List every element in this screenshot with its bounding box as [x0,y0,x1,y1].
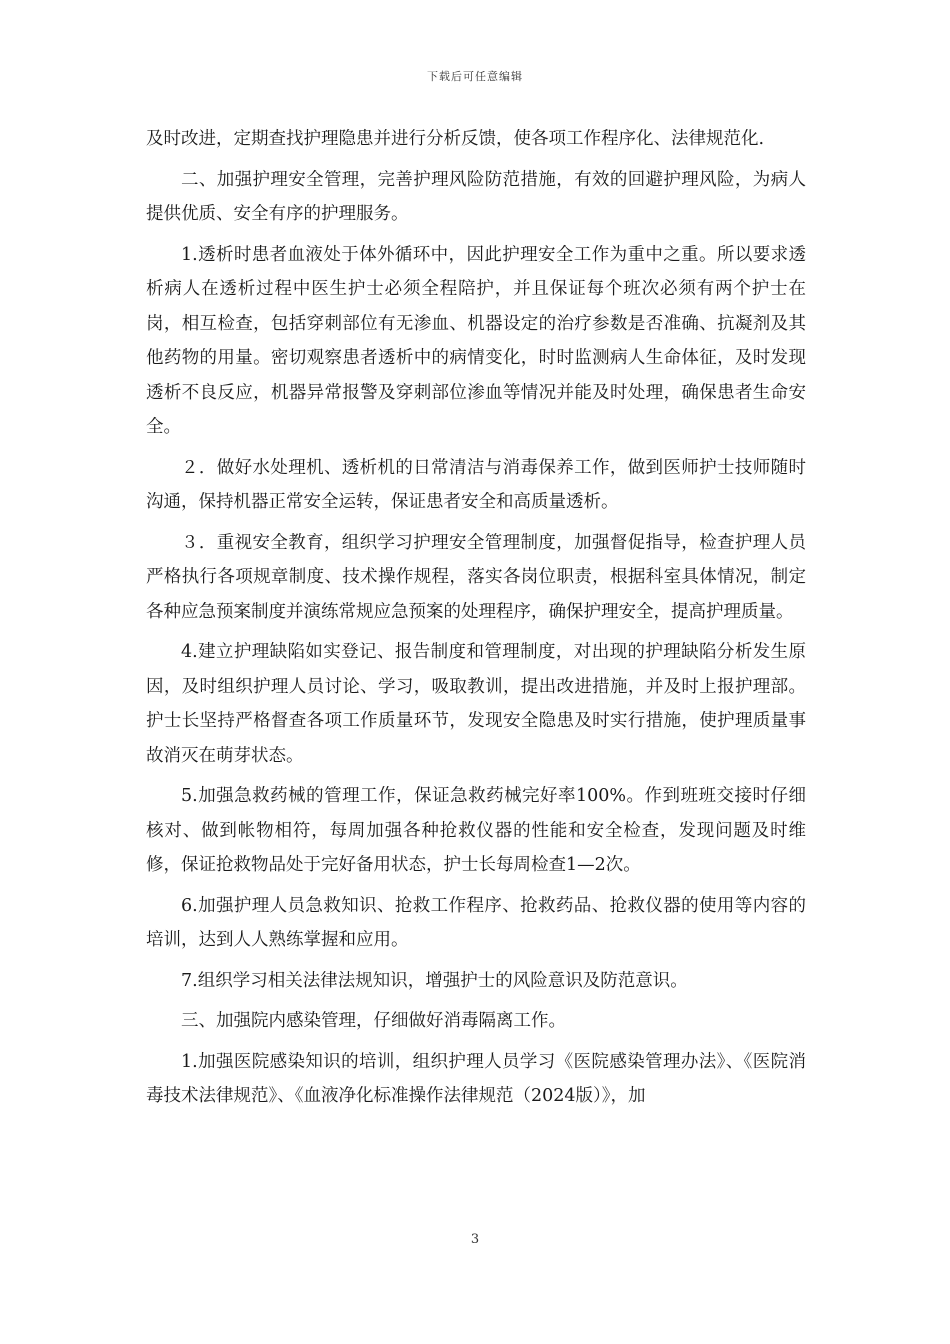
section-heading: 二、加强护理安全管理，完善护理风险防范措施，有效的回避护理风险，为病人提供优质、安全有序的护理服务。 [146,169,806,224]
paragraph: 7.组织学习相关法律法规知识，增强护士的风险意识及防范意识。 [181,970,688,991]
paragraph: 6.加强护理人员急救知识、抢救工作程序、抢救药品、抢救仪器的使用等内容的培训，达到人人熟练掌握和应用。 [146,895,806,950]
paragraph: 4.建立护理缺陷如实登记、报告制度和管理制度，对出现的护理缺陷分析发生原因，及时组织护理人员讨论、学习，吸取教训，提出改进措施，并及时上报护理部。护士长坚持严格督查各项工作质量环节，发现安全隐患及时实行措施，使护理质量事故消灭在萌芽状态。 [146,642,806,766]
section-heading: 三、加强院内感染管理，仔细做好消毒隔离工作。 [181,1011,566,1031]
paragraph: 5.加强急救药械的管理工作，保证急救药械完好率100%。作到班班交接时仔细核对、做到帐物相符，每周加强各种抢救仪器的性能和安全检查，发现问题及时维修，保证抢救物品处于完好备用状态，护士长每周检查1—2次。 [146,786,806,875]
paragraph: 1.加强医院感染知识的培训，组织护理人员学习《医院感染管理办法》、《医院消毒技术法律规范》、《血液净化标准操作法律规范（2024版）》，加 [146,1051,806,1106]
paragraph: 1.透析时患者血液处于体外循环中，因此护理安全工作为重中之重。所以要求透析病人在透析过程中医生护士必须全程陪护，并且保证每个班次必须有两个护士在岗，相互检查，包括穿刺部位有无渗血、机器设定的治疗参数是否准确、抗凝剂及其他药物的用量。密切观察患者透析中的病情变化，时时监测病人生命体征，及时发现透析不良反应，机器异常报警及穿刺部位渗血等情况并能及时处理，确保患者生命安全。 [146,244,806,437]
page-number: 3 [470,1232,480,1247]
page-header: 下载后可任意编辑 [427,70,523,83]
paragraph: ２．做好水处理机、透析机的日常清洁与消毒保养工作，做到医师护士技师随时沟通，保持机器正常安全运转，保证患者安全和高质量透析。 [146,457,806,512]
paragraph: ３．重视安全教育，组织学习护理安全管理制度，加强督促指导，检查护理人员严格执行各项规章制度、技术操作规程，落实各岗位职责，根据科室具体情况，制定各种应急预案制度并演练常规应急预案的处理程序，确保护理安全，提高护理质量。 [146,532,806,622]
paragraph: 及时改进，定期查找护理隐患并进行分析反馈，使各项工作程序化、法律规范化. [146,129,765,149]
document-body [146,122,806,1120]
